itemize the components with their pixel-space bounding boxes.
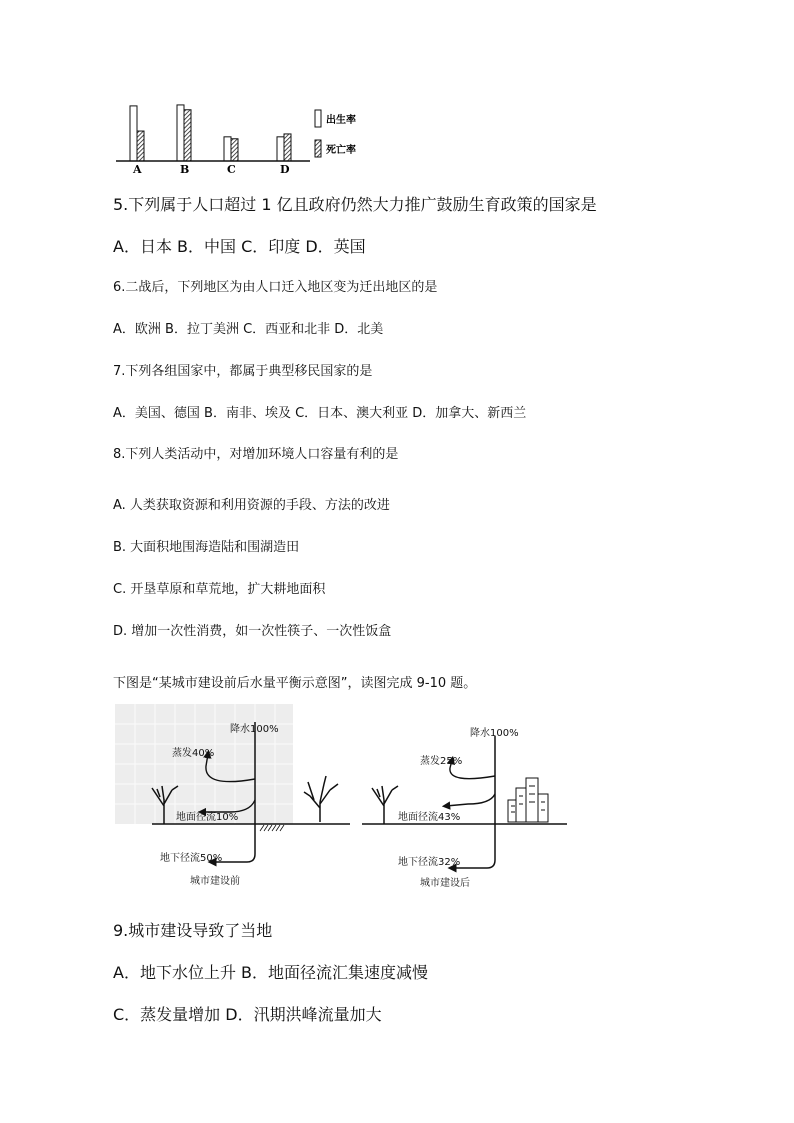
category-label-a: A	[133, 163, 142, 176]
question-8-option-d: D. 增加一次性消费，如一次性筷子、一次性饭盒	[113, 624, 392, 639]
legend-swatch-birth	[315, 110, 321, 127]
category-label-c: C	[227, 163, 236, 176]
question-9-options-cd: C．蒸发量增加 D．汛期洪峰流量加大	[113, 1005, 382, 1024]
question-5-stem: 5.下列属于人口超过 1 亿且政府仍然大力推广鼓励生育政策的国家是	[113, 195, 597, 214]
after-precipitation-label: 降水100%	[470, 728, 519, 739]
question-9-options-ab: A．地下水位上升 B．地面径流汇集速度减慢	[113, 963, 429, 982]
question-8-option-c: C. 开垦草原和草荒地，扩大耕地面积	[113, 582, 326, 597]
water-balance-diagram	[112, 704, 572, 894]
bar-c-death-rate	[231, 139, 238, 161]
after-surface-runoff-arrow	[446, 794, 495, 806]
category-label-d: D	[280, 163, 290, 176]
diagram-intro: 下图是“某城市建设前后水量平衡示意图”，读图完成 9-10 题。	[113, 676, 477, 691]
question-8-stem: 8.下列人类活动中，对增加环境人口容量有利的是	[113, 447, 399, 462]
before-precipitation-label: 降水100%	[230, 724, 279, 735]
bar-c-birth-rate	[224, 137, 231, 161]
after-evaporation-label: 蒸发25%	[420, 756, 463, 767]
before-caption: 城市建设前	[190, 876, 240, 887]
question-7-stem: 7.下列各组国家中，都属于典型移民国家的是	[113, 364, 373, 379]
question-8-option-a: A. 人类获取资源和利用资源的手段、方法的改进	[113, 498, 390, 513]
question-6-options: A．欧洲 B．拉丁美洲 C．西亚和北非 D．北美	[113, 322, 384, 337]
legend-label-birth: 出生率	[326, 115, 356, 126]
bar-b-death-rate	[184, 110, 191, 161]
bar-b-birth-rate	[177, 105, 184, 161]
question-7-options: A．美国、德国 B．南非、埃及 C．日本、澳大利亚 D．加拿大、新西兰	[113, 406, 527, 421]
tree-icon	[304, 776, 338, 822]
birth-death-rate-chart	[110, 96, 380, 180]
before-evaporation-label: 蒸发40%	[172, 748, 215, 759]
question-5-options: A．日本 B．中国 C．印度 D．英国	[113, 237, 366, 256]
bar-a-death-rate	[137, 131, 144, 161]
legend-swatch-death	[315, 140, 321, 157]
legend-label-death: 死亡率	[326, 145, 356, 156]
category-label-b: B	[180, 163, 190, 176]
question-6-stem: 6.二战后，下列地区为由人口迁入地区变为迁出地区的是	[113, 280, 438, 295]
bar-a-birth-rate	[130, 106, 137, 161]
bar-d-birth-rate	[277, 137, 284, 161]
before-surface-runoff-label: 地面径流10%	[176, 812, 239, 823]
city-buildings-icon	[508, 778, 548, 822]
after-groundwater-label: 地下径流32%	[398, 857, 461, 868]
tree-icon	[372, 786, 398, 824]
bar-d-death-rate	[284, 134, 291, 161]
before-groundwater-label: 地下径流50%	[160, 853, 223, 864]
question-9-stem: 9.城市建设导致了当地	[113, 921, 273, 940]
before-panel-background	[115, 704, 293, 824]
after-surface-runoff-label: 地面径流43%	[398, 812, 461, 823]
before-ground-hatch	[260, 825, 284, 831]
question-8-option-b: B. 大面积地围海造陆和围湖造田	[113, 540, 300, 555]
after-caption: 城市建设后	[420, 878, 470, 889]
